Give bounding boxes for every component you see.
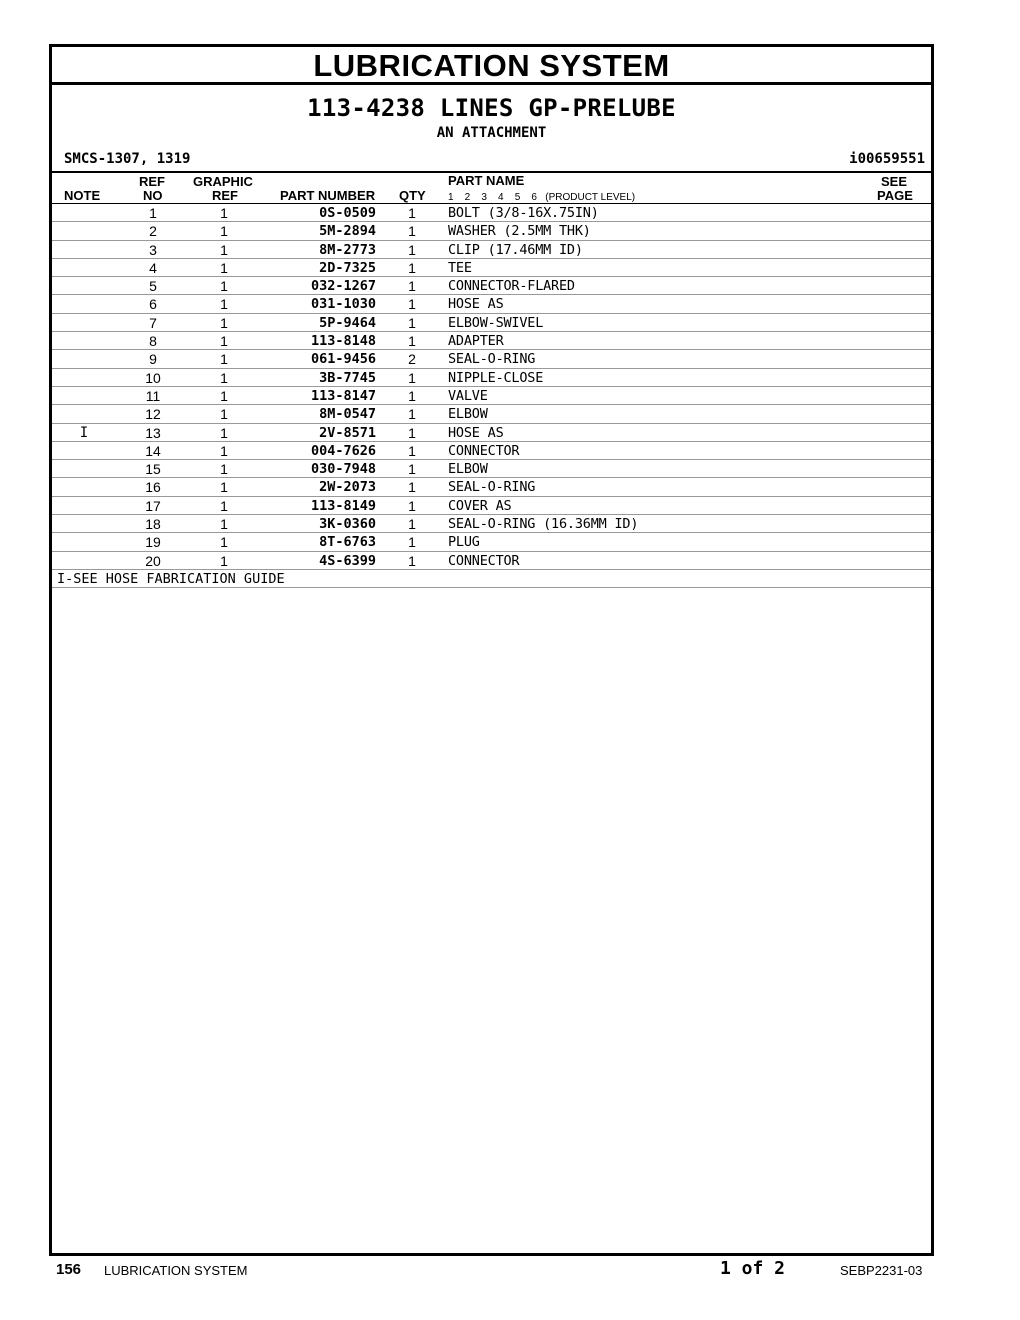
ref-number: 15 <box>145 461 161 478</box>
table-row <box>52 222 931 240</box>
part-name: CONNECTOR <box>448 442 520 459</box>
table-row <box>52 369 931 387</box>
table-header <box>52 173 931 204</box>
page-of: 1 of 2 <box>720 1258 786 1279</box>
parts-table <box>52 204 931 570</box>
col-part-name: PART NAME <box>448 173 525 188</box>
ref-number: 6 <box>149 296 157 313</box>
part-name: SEAL-O-RING (16.36MM ID) <box>448 516 639 533</box>
table-row <box>52 259 931 277</box>
part-number: 5P-9464 <box>319 314 376 331</box>
graphic-ref: 1 <box>220 241 228 258</box>
quantity: 1 <box>408 516 416 533</box>
graphic-ref: 1 <box>220 296 228 313</box>
quantity: 1 <box>408 333 416 350</box>
part-number: 3K-0360 <box>319 516 376 533</box>
part-number: 113-8148 <box>310 333 376 350</box>
col-note: NOTE <box>64 188 101 203</box>
table-row <box>52 204 931 222</box>
part-name: ELBOW-SWIVEL <box>448 314 544 331</box>
part-number: 5M-2894 <box>319 223 376 240</box>
part-name: SEAL-O-RING <box>448 479 536 496</box>
ref-number: 9 <box>149 351 157 368</box>
ref-number: 5 <box>149 278 157 295</box>
ref-number: 20 <box>145 552 161 569</box>
graphic-ref: 1 <box>220 223 228 240</box>
graphic-ref: 1 <box>220 497 228 514</box>
graphic-ref: 1 <box>220 369 228 386</box>
ref-number: 17 <box>145 497 161 514</box>
section-name: LUBRICATION SYSTEM <box>104 1263 248 1278</box>
quantity: 1 <box>408 296 416 313</box>
part-name: BOLT (3/8-16X.75IN) <box>448 205 599 221</box>
part-name: HOSE AS <box>448 424 504 441</box>
footnote-text: I-SEE HOSE FABRICATION GUIDE <box>57 570 285 587</box>
table-row <box>52 515 931 533</box>
table-row <box>52 241 931 259</box>
quantity: 1 <box>408 241 416 258</box>
ref-number: 12 <box>145 406 161 423</box>
graphic-ref: 1 <box>220 314 228 331</box>
col-graphic-bottom: REF <box>212 188 238 203</box>
part-number: 113-8147 <box>310 387 376 404</box>
ref-number: 4 <box>149 259 157 276</box>
smcs-code: SMCS-1307, 1319 <box>64 151 191 167</box>
part-number: 061-9456 <box>310 351 376 368</box>
ref-number: 18 <box>145 516 161 533</box>
part-number: 031-1030 <box>310 296 376 313</box>
footnote <box>52 570 931 588</box>
graphic-ref: 1 <box>220 351 228 368</box>
graphic-ref: 1 <box>220 278 228 295</box>
table-row <box>52 350 931 368</box>
part-name: VALVE <box>448 387 488 404</box>
table-row <box>52 295 931 313</box>
ref-number: 3 <box>149 241 157 258</box>
ref-number: 10 <box>145 369 161 386</box>
ref-number: 11 <box>145 387 161 404</box>
table-row <box>52 442 931 460</box>
document-id: SEBP2231-03 <box>840 1263 923 1278</box>
part-number: 030-7948 <box>310 461 376 478</box>
table-row <box>52 478 931 496</box>
col-ref-top: REF <box>139 174 165 189</box>
ref-number: 7 <box>149 314 157 331</box>
quantity: 1 <box>408 424 416 441</box>
part-number: 8M-2773 <box>319 241 376 258</box>
part-name: PLUG <box>448 534 480 551</box>
quantity: 1 <box>408 479 416 496</box>
table-row <box>52 387 931 405</box>
table-row <box>52 314 931 332</box>
ref-number: 8 <box>149 333 157 350</box>
part-number: 004-7626 <box>310 442 376 459</box>
part-number: 032-1267 <box>310 278 376 295</box>
part-name: COVER AS <box>448 497 512 514</box>
page-title: LUBRICATION SYSTEM <box>52 47 931 85</box>
part-number: 2W-2073 <box>319 479 376 496</box>
graphic-ref: 1 <box>220 406 228 423</box>
part-number: 8T-6763 <box>319 534 376 551</box>
graphic-ref: 1 <box>220 516 228 533</box>
part-name: ELBOW <box>448 406 488 423</box>
col-qty: QTY <box>399 188 426 203</box>
part-name: ELBOW <box>448 461 488 478</box>
graphic-ref: 1 <box>220 387 228 404</box>
part-name: CONNECTOR <box>448 552 520 569</box>
part-name: NIPPLE-CLOSE <box>448 369 544 386</box>
part-name: SEAL-O-RING <box>448 351 536 368</box>
graphic-ref: 1 <box>220 333 228 350</box>
col-see-bottom: PAGE <box>877 188 913 203</box>
col-product-level: 1 2 3 4 5 6 (PRODUCT LEVEL) <box>448 192 636 203</box>
table-row <box>52 424 931 442</box>
graphic-ref: 1 <box>220 461 228 478</box>
ref-number: 2 <box>149 223 157 240</box>
quantity: 1 <box>408 369 416 386</box>
col-see-top: SEE <box>881 174 908 189</box>
group-title: 113-4238 LINES GP-PRELUBE <box>307 94 676 122</box>
graphic-ref: 1 <box>220 259 228 276</box>
ref-number: 1 <box>149 205 157 221</box>
graphic-ref: 1 <box>220 442 228 459</box>
page-number: 156 <box>56 1261 82 1278</box>
part-name: ADAPTER <box>448 333 504 350</box>
illustration-id: i00659551 <box>849 151 925 167</box>
ref-number: 13 <box>145 424 161 441</box>
quantity: 1 <box>408 534 416 551</box>
part-number: 2D-7325 <box>319 259 376 276</box>
table-row <box>52 497 931 515</box>
quantity: 1 <box>408 314 416 331</box>
quantity: 1 <box>408 552 416 569</box>
quantity: 1 <box>408 442 416 459</box>
page-frame <box>49 44 934 1256</box>
graphic-ref: 1 <box>220 534 228 551</box>
quantity: 1 <box>408 497 416 514</box>
note-cell: I <box>79 424 89 441</box>
smcs-line <box>52 151 931 173</box>
table-row <box>52 332 931 350</box>
quantity: 2 <box>408 351 416 368</box>
table-row <box>52 277 931 295</box>
part-name: CLIP (17.46MM ID) <box>448 241 583 258</box>
quantity: 1 <box>408 259 416 276</box>
col-part-number: PART NUMBER <box>280 188 376 203</box>
table-row <box>52 533 931 551</box>
graphic-ref: 1 <box>220 479 228 496</box>
ref-number: 16 <box>145 479 161 496</box>
part-number: 4S-6399 <box>319 552 376 569</box>
part-number: 0S-0509 <box>319 205 376 221</box>
part-number: 2V-8571 <box>319 424 376 441</box>
part-number: 8M-0547 <box>319 406 376 423</box>
part-number: 113-8149 <box>310 497 376 514</box>
part-name: CONNECTOR-FLARED <box>448 278 575 295</box>
part-name: WASHER (2.5MM THK) <box>448 223 591 240</box>
ref-number: 14 <box>145 442 161 459</box>
col-ref-bottom: NO <box>143 188 163 203</box>
part-name: HOSE AS <box>448 296 504 313</box>
quantity: 1 <box>408 278 416 295</box>
col-graphic-top: GRAPHIC <box>193 174 253 189</box>
graphic-ref: 1 <box>220 424 228 441</box>
ref-number: 19 <box>145 534 161 551</box>
part-number: 3B-7745 <box>319 369 376 386</box>
page-footer <box>0 1258 1020 1282</box>
quantity: 1 <box>408 205 416 221</box>
table-row <box>52 552 931 570</box>
quantity: 1 <box>408 406 416 423</box>
quantity: 1 <box>408 387 416 404</box>
graphic-ref: 1 <box>220 205 228 221</box>
table-row <box>52 460 931 478</box>
part-name: TEE <box>448 259 472 276</box>
quantity: 1 <box>408 223 416 240</box>
graphic-ref: 1 <box>220 552 228 569</box>
quantity: 1 <box>408 461 416 478</box>
table-row <box>52 405 931 423</box>
group-subtitle: AN ATTACHMENT <box>436 125 547 141</box>
